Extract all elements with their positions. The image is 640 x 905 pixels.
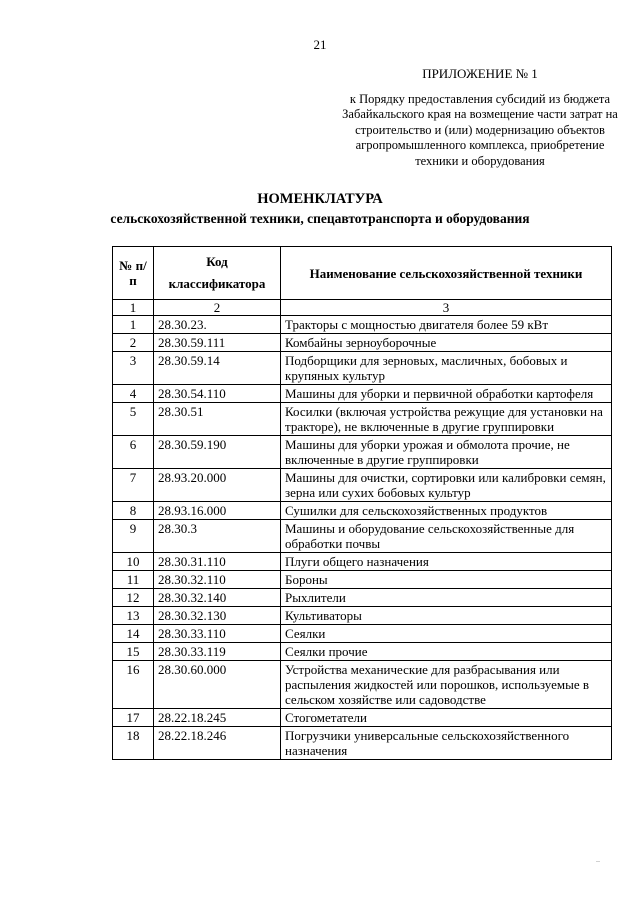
index-cell: 1 (113, 300, 154, 316)
code-cell: 28.30.60.000 (154, 661, 281, 709)
code-cell: 28.93.16.000 (154, 502, 281, 520)
number-cell: 1 (113, 316, 154, 334)
code-cell: 28.30.32.130 (154, 607, 281, 625)
table-row (113, 334, 612, 352)
number-cell: 3 (113, 352, 154, 385)
code-cell: 28.30.32.110 (154, 571, 281, 589)
index-cell: 2 (154, 300, 281, 316)
table-row (113, 520, 612, 553)
code-cell: 28.30.33.110 (154, 625, 281, 643)
name-cell: Стогометатели (281, 709, 612, 727)
code-cell: 28.30.23. (154, 316, 281, 334)
header-code: Код классификатора (154, 247, 281, 300)
table-row (113, 727, 612, 760)
table-index-row (113, 300, 612, 316)
number-cell: 8 (113, 502, 154, 520)
number-cell: 14 (113, 625, 154, 643)
table-row (113, 436, 612, 469)
index-cell: 3 (281, 300, 612, 316)
table-row (113, 316, 612, 334)
table-header-row (113, 247, 612, 300)
number-cell: 5 (113, 403, 154, 436)
code-cell: 28.30.31.110 (154, 553, 281, 571)
code-cell: 28.30.59.14 (154, 352, 281, 385)
name-cell: Тракторы с мощностью двигателя более 59 кВт (281, 316, 612, 334)
table-row (113, 589, 612, 607)
code-cell: 28.30.54.110 (154, 385, 281, 403)
name-cell: Машины и оборудование сельскохозяйственные для обработки почвы (281, 520, 612, 553)
table-row (113, 643, 612, 661)
name-cell: Погрузчики универсальные сельскохозяйственного назначения (281, 727, 612, 760)
number-cell: 11 (113, 571, 154, 589)
appendix-line: строительство и (или) модернизацию объектов (355, 122, 605, 137)
table-row (113, 607, 612, 625)
scan-mark: .. (596, 855, 600, 864)
appendix-block (340, 66, 620, 169)
name-cell: Комбайны зерноуборочные (281, 334, 612, 352)
table-row (113, 469, 612, 502)
number-cell: 10 (113, 553, 154, 571)
heading-title: НОМЕНКЛАТУРА (257, 191, 383, 207)
name-cell: Косилки (включая устройства режущие для установки на тракторе), не включенные в другие группировки (281, 403, 612, 436)
code-cell: 28.30.32.140 (154, 589, 281, 607)
table-row (113, 403, 612, 436)
code-cell: 28.30.59.190 (154, 436, 281, 469)
name-cell: Сеялки (281, 625, 612, 643)
name-cell: Машины для уборки и первичной обработки картофеля (281, 385, 612, 403)
number-cell: 6 (113, 436, 154, 469)
name-cell: Устройства механические для разбрасывания или распыления жидкостей или порошков, используемые в сельском хозяйстве или садоводстве (281, 661, 612, 709)
number-cell: 9 (113, 520, 154, 553)
number-cell: 4 (113, 385, 154, 403)
number-cell: 17 (113, 709, 154, 727)
table-row (113, 502, 612, 520)
nomenclature-table (112, 246, 612, 760)
table-row (113, 553, 612, 571)
name-cell: Плуги общего назначения (281, 553, 612, 571)
appendix-title: ПРИЛОЖЕНИЕ № 1 (422, 66, 538, 81)
name-cell: Машины для очистки, сортировки или калибровки семян, зерна или сухих бобовых культур (281, 469, 612, 502)
document-heading (0, 190, 640, 228)
code-cell: 28.30.59.111 (154, 334, 281, 352)
code-cell: 28.22.18.246 (154, 727, 281, 760)
number-cell: 13 (113, 607, 154, 625)
table-row (113, 385, 612, 403)
header-number: № п/п (113, 247, 154, 300)
code-cell: 28.22.18.245 (154, 709, 281, 727)
table-row (113, 571, 612, 589)
name-cell: Культиваторы (281, 607, 612, 625)
code-cell: 28.30.3 (154, 520, 281, 553)
table-row (113, 352, 612, 385)
table-row (113, 625, 612, 643)
page-number: 21 (313, 37, 327, 52)
name-cell: Подборщики для зерновых, масличных, бобовых и крупяных культур (281, 352, 612, 385)
number-cell: 12 (113, 589, 154, 607)
name-cell: Сеялки прочие (281, 643, 612, 661)
table-row (113, 709, 612, 727)
code-cell: 28.30.51 (154, 403, 281, 436)
code-cell: 28.30.33.119 (154, 643, 281, 661)
code-cell: 28.93.20.000 (154, 469, 281, 502)
appendix-line: Забайкальского края на возмещение части затрат на (342, 107, 618, 121)
number-cell: 16 (113, 661, 154, 709)
appendix-line: к Порядку предоставления субсидий из бюджета (349, 91, 611, 106)
name-cell: Бороны (281, 571, 612, 589)
number-cell: 15 (113, 643, 154, 661)
number-cell: 7 (113, 469, 154, 502)
number-cell: 2 (113, 334, 154, 352)
number-cell: 18 (113, 727, 154, 760)
appendix-line: агропромышленного комплекса, приобретение (355, 138, 605, 152)
name-cell: Сушилки для сельскохозяйственных продуктов (281, 502, 612, 520)
header-name: Наименование сельскохозяйственной техники (281, 247, 612, 300)
appendix-line: техники и оборудования (415, 153, 545, 168)
table-row (113, 661, 612, 709)
name-cell: Машины для уборки урожая и обмолота прочие, не включенные в другие группировки (281, 436, 612, 469)
heading-subtitle: сельскохозяйственной техники, спецавтотранспорта и оборудования (110, 211, 530, 226)
name-cell: Рыхлители (281, 589, 612, 607)
